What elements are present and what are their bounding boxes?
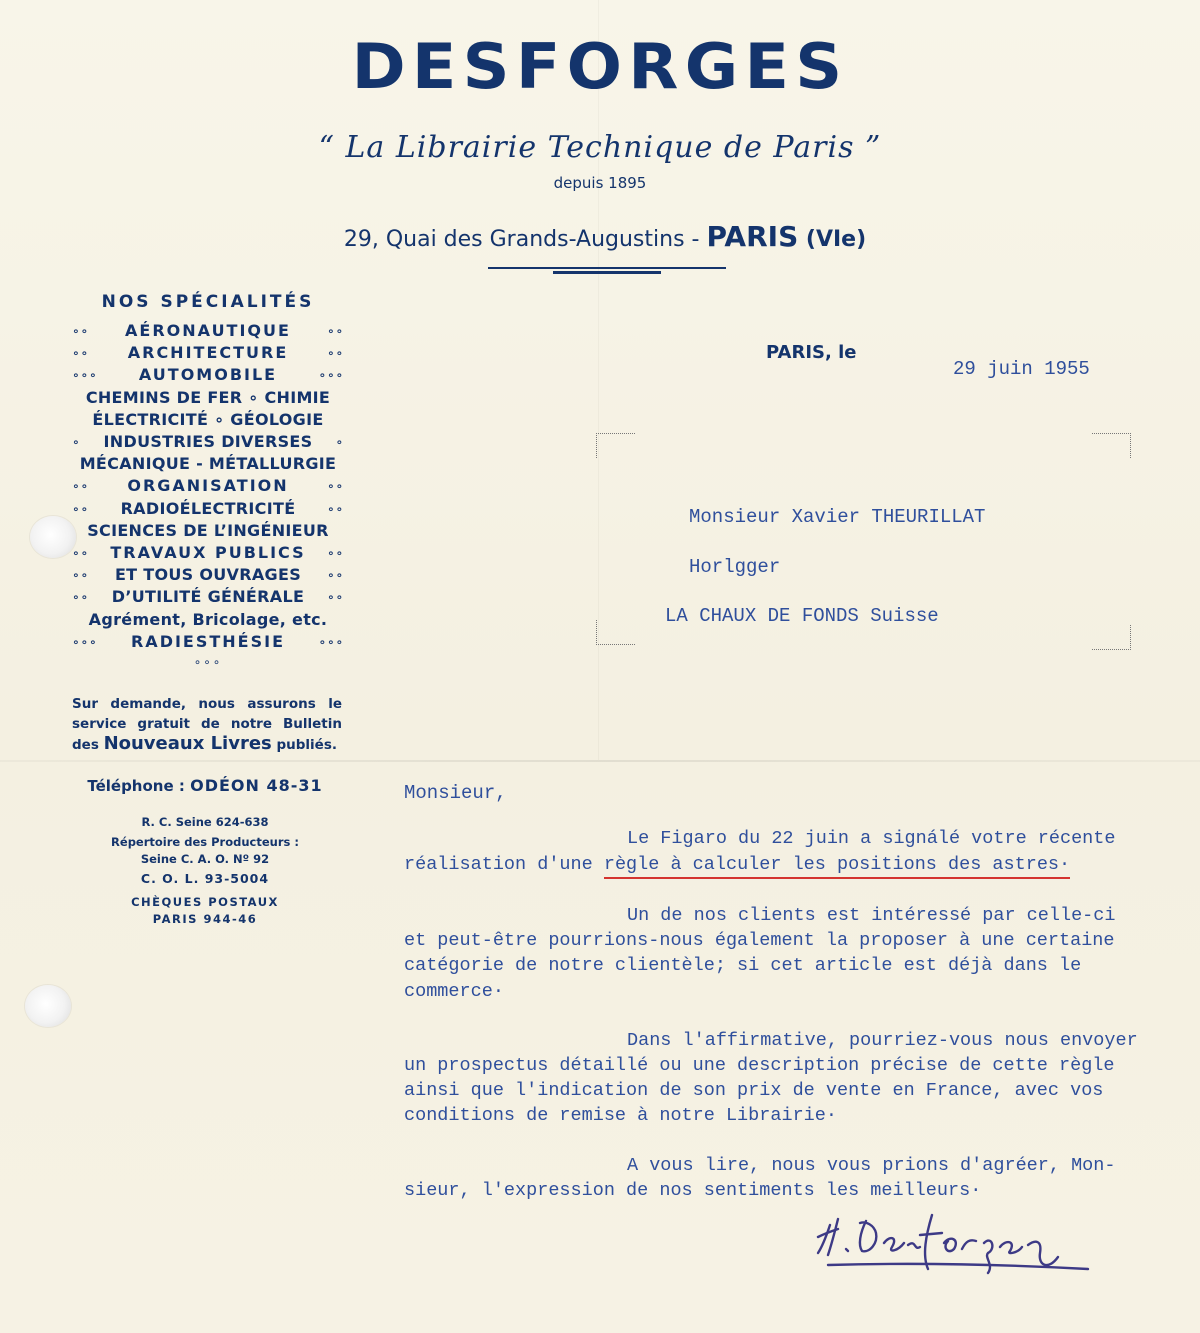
signature-scribble	[808, 1205, 1098, 1275]
salutation: Monsieur,	[404, 782, 507, 804]
underlined-phrase: règle à calculer les positions des astres·	[604, 854, 1070, 879]
specialties-end-dots: ∘∘∘	[193, 655, 223, 670]
postal-cheques-number: PARIS 944-46	[152, 912, 258, 926]
specialty-item: ∘∘∘ RADIESTHÉSIE ∘∘∘	[72, 631, 344, 651]
specialties-title: NOS SPÉCIALITÉS	[101, 292, 315, 312]
handwritten-signature	[808, 1205, 1098, 1280]
address-window-corner	[1092, 433, 1131, 458]
punch-hole	[30, 516, 76, 558]
bulletin-highlight: Nouveaux Livres	[103, 733, 272, 754]
address-city: PARIS	[706, 220, 799, 253]
specialty-item: ÉLECTRICITÉ ∘ GÉOLOGIE	[92, 409, 324, 429]
specialty-item: CHEMINS DE FER ∘ CHIMIE	[85, 387, 331, 407]
address-arrondissement: (VIe)	[798, 227, 867, 252]
specialty-item: ∘∘ TRAVAUX PUBLICS ∘∘	[72, 543, 344, 563]
body-line: Un de nos clients est intéressé par celle-ci	[627, 905, 1116, 926]
recipient-city: LA CHAUX DE FONDS Suisse	[665, 605, 939, 627]
postal-cheques-label: CHÈQUES POSTAUX	[131, 895, 279, 909]
letterhead-rule	[488, 267, 726, 269]
body-line: et peut-être pourrions-nous également la proposer à une certaine	[404, 930, 1115, 951]
specialty-item: ∘∘ ET TOUS OUVRAGES ∘∘	[72, 565, 344, 585]
bulletin-notice	[72, 694, 342, 755]
address-window-corner	[596, 620, 635, 645]
producers-register-number: Seine C. A. O. Nº 92	[140, 852, 270, 866]
paper-fold-vertical	[598, 0, 599, 760]
producers-register	[60, 834, 350, 868]
body-line: conditions de remise à notre Librairie·	[404, 1105, 837, 1126]
phone-label: Téléphone :	[87, 777, 191, 795]
letterhead-since: depuis 1895	[553, 174, 647, 192]
body-line	[404, 854, 1070, 875]
specialty-item: Agrément, Bricolage, etc.	[88, 609, 328, 629]
specialty-item: SCIENCES DE L’INGÉNIEUR	[87, 520, 329, 540]
recipient-name: Monsieur Xavier THEURILLAT	[689, 506, 986, 528]
phone-line	[60, 776, 350, 795]
postal-cheques	[60, 894, 350, 928]
letterhead-tagline: “ La Librairie Technique de Paris ”	[318, 130, 882, 165]
specialty-item: MÉCANIQUE - MÉTALLURGIE	[79, 454, 337, 474]
specialty-item: ∘∘ D’UTILITÉ GÉNÉRALE ∘∘	[72, 587, 344, 607]
specialty-item: ∘∘ ORGANISATION ∘∘	[72, 476, 344, 496]
body-line: sieur, l'expression de nos sentiments les meilleurs·	[404, 1180, 982, 1201]
specialty-item: ∘∘ RADIOÉLECTRICITÉ ∘∘	[72, 498, 344, 518]
specialty-item: ∘∘ AÉRONAUTIQUE ∘∘	[72, 321, 344, 340]
specialties-list	[72, 292, 344, 669]
paper-fold-horizontal	[0, 760, 1200, 762]
address-window-corner	[1092, 625, 1131, 650]
body-line: A vous lire, nous vous prions d'agréer, Mon-	[627, 1155, 1116, 1176]
body-line: commerce·	[404, 981, 504, 1002]
body-line: Dans l'affirmative, pourriez-vous nous envoyer	[627, 1030, 1138, 1051]
producers-register-label: Répertoire des Producteurs :	[111, 835, 299, 849]
letter-date: 29 juin 1955	[953, 358, 1090, 380]
recipient-occupation: Horlgger	[689, 556, 781, 578]
body-line: catégorie de notre clientèle; si cet article est déjà dans le	[404, 955, 1082, 976]
specialty-item: ∘∘ ARCHITECTURE ∘∘	[72, 343, 344, 363]
bulletin-tail: publiés.	[271, 737, 337, 753]
trade-register: R. C. Seine 624-638	[141, 815, 269, 829]
bulletin-text: Sur demande, nous assurons le service gratuit de notre Bulletin des	[72, 696, 342, 753]
col-number: C. O. L. 93-5004	[140, 871, 270, 886]
letterhead-address	[0, 220, 1200, 253]
address-window-corner	[596, 433, 635, 458]
body-line: ainsi que l'indication de son prix de vente en France, avec vos	[404, 1080, 1104, 1101]
letterhead-rule-accent	[553, 271, 661, 274]
address-street: 29, Quai des Grands-Augustins -	[343, 227, 707, 252]
body-line: un prospectus détaillé ou une description précise de cette règle	[404, 1055, 1115, 1076]
specialty-item: ∘∘∘ AUTOMOBILE ∘∘∘	[72, 365, 344, 385]
punch-hole	[25, 985, 71, 1027]
letterhead-brand: DESFORGES	[351, 30, 849, 103]
letter-place: PARIS, le	[766, 342, 857, 363]
body-text: réalisation d'une	[404, 854, 604, 875]
phone-number: ODÉON 48-31	[190, 776, 323, 795]
body-line: Le Figaro du 22 juin a signálé votre récente	[627, 828, 1116, 849]
specialty-item: ∘ INDUSTRIES DIVERSES ∘	[72, 432, 344, 452]
